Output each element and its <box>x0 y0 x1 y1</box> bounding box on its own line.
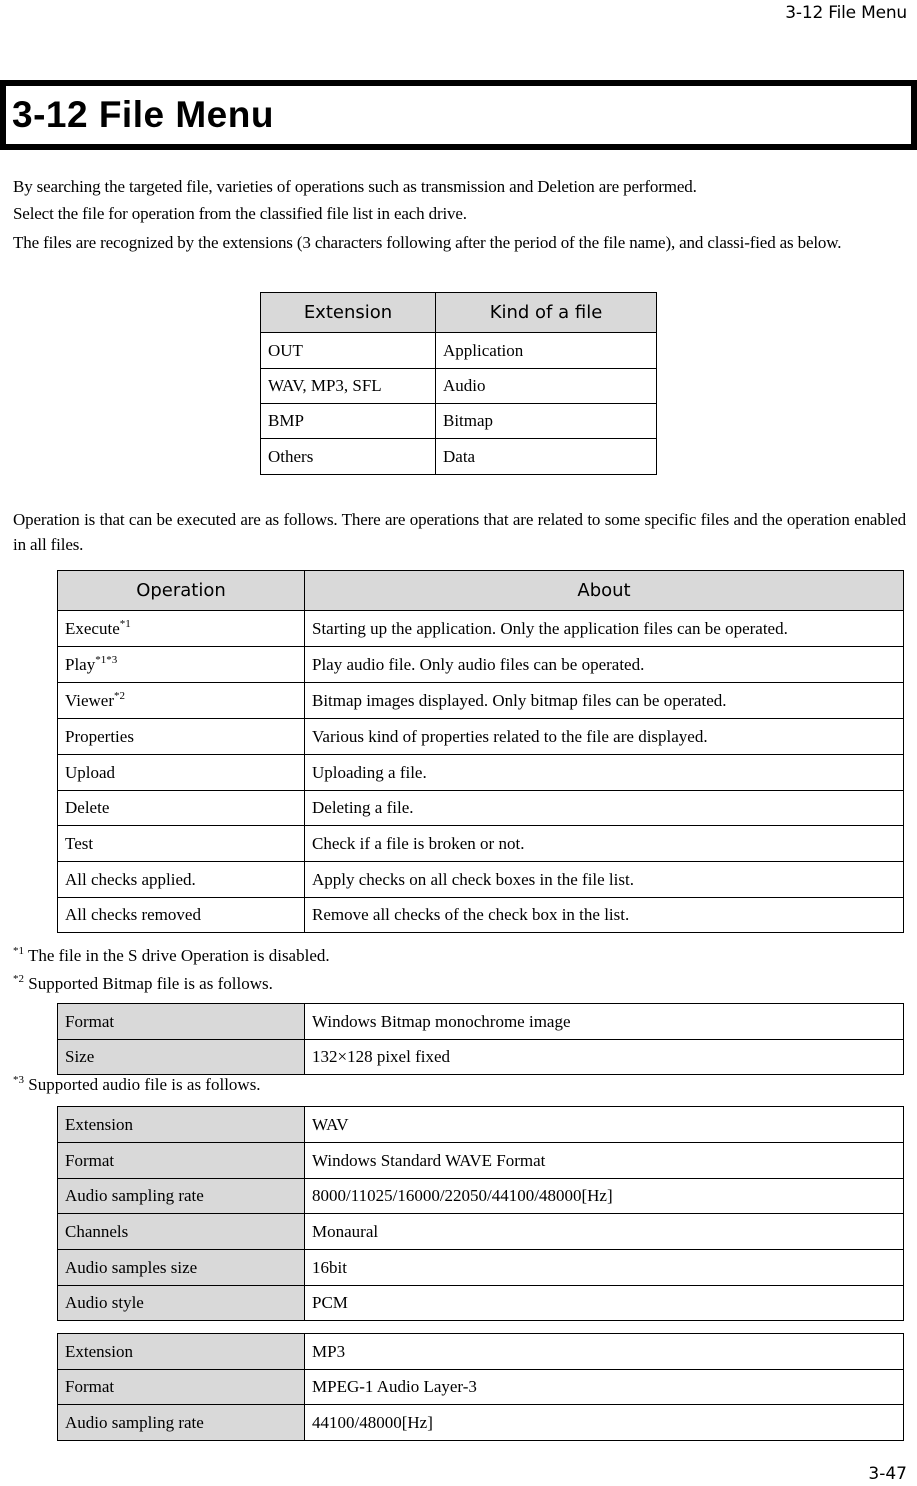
kind-cell: Bitmap <box>436 404 657 439</box>
table-row <box>58 898 904 933</box>
operation-cell: Upload <box>58 755 305 791</box>
table-row <box>58 826 904 862</box>
about-cell: Play audio file. Only audio files can be operated. <box>305 647 904 683</box>
about-cell: Starting up the application. Only the application files can be operated. <box>305 611 904 647</box>
spec-value-cell: WAV <box>305 1107 904 1143</box>
operation-cell <box>58 611 305 647</box>
spec-value-cell: MP3 <box>305 1334 904 1370</box>
footnote-ref: *2 <box>114 689 126 702</box>
footnote-2 <box>13 974 273 994</box>
section-title: 3-12 File Menu <box>12 94 274 135</box>
extension-cell: BMP <box>261 404 436 439</box>
column-header-operation: Operation <box>58 571 305 611</box>
file-kinds-table <box>260 292 657 475</box>
footnote-ref: *1*3 <box>95 653 118 666</box>
table-row <box>261 333 657 369</box>
table-row <box>58 1214 904 1250</box>
footnote-text: Supported audio file is as follows. <box>24 1075 261 1094</box>
spec-key-cell: Format <box>58 1004 305 1040</box>
bitmap-spec-table <box>57 1003 904 1075</box>
spec-key-cell: Format <box>58 1143 305 1179</box>
footnote-ref: *1 <box>119 617 131 630</box>
spec-value-cell: PCM <box>305 1286 904 1321</box>
table-row <box>58 647 904 683</box>
footnote-text: Supported Bitmap file is as follows. <box>24 974 273 993</box>
about-cell: Various kind of properties related to the file are displayed. <box>305 719 904 755</box>
spec-value-cell: 44100/48000[Hz] <box>305 1405 904 1441</box>
intro-paragraph-2: Select the file for operation from the classified file list in each drive. <box>13 204 467 223</box>
spec-value-cell: 132×128 pixel fixed <box>305 1040 904 1075</box>
table-row <box>58 611 904 647</box>
table-row <box>58 755 904 791</box>
running-header: 3-12 File Menu <box>785 3 907 23</box>
intro-paragraph-1: By searching the targeted file, varieties of operations such as transmission and Deletion are performed. <box>13 177 697 196</box>
operation-cell: All checks removed <box>58 898 305 933</box>
column-header-about: About <box>305 571 904 611</box>
spec-key-cell: Audio sampling rate <box>58 1179 305 1214</box>
table-row <box>58 1250 904 1286</box>
spec-value-cell: 16bit <box>305 1250 904 1286</box>
spec-value-cell: Windows Bitmap monochrome image <box>305 1004 904 1040</box>
table-row <box>58 1370 904 1405</box>
spec-key-cell: Extension <box>58 1334 305 1370</box>
spec-value-cell: Windows Standard WAVE Format <box>305 1143 904 1179</box>
operation-name: Execute <box>65 618 120 638</box>
footnote-text: The file in the S drive Operation is disabled. <box>24 946 330 965</box>
operation-cell: Delete <box>58 791 305 826</box>
spec-key-cell: Audio samples size <box>58 1250 305 1286</box>
about-cell: Apply checks on all check boxes in the file list. <box>305 862 904 898</box>
operations-table <box>57 570 904 933</box>
spec-key-cell: Audio sampling rate <box>58 1405 305 1441</box>
operation-cell: Test <box>58 826 305 862</box>
table-row <box>58 1143 904 1179</box>
spec-key-cell: Size <box>58 1040 305 1075</box>
footnote-3 <box>13 1075 261 1095</box>
operation-cell: All checks applied. <box>58 862 305 898</box>
spec-key-cell: Audio style <box>58 1286 305 1321</box>
section-title-frame <box>4 84 913 146</box>
about-cell: Remove all checks of the check box in the list. <box>305 898 904 933</box>
table-row <box>58 1107 904 1143</box>
table-row <box>58 1286 904 1321</box>
page-number: 3-47 <box>868 1464 907 1484</box>
operation-cell <box>58 683 305 719</box>
column-header-extension: Extension <box>261 293 436 333</box>
spec-key-cell: Format <box>58 1370 305 1405</box>
about-cell: Check if a file is broken or not. <box>305 826 904 862</box>
mp3-spec-table <box>57 1333 904 1441</box>
table-row <box>261 369 657 404</box>
table-header-row <box>261 293 657 333</box>
table-row <box>58 1004 904 1040</box>
intro-paragraph-3: The files are recognized by the extensions (3 characters following after the period of the file name), and classi-fied as below. <box>13 233 842 252</box>
table-row <box>261 404 657 439</box>
column-header-kind: Kind of a file <box>436 293 657 333</box>
spec-key-cell: Channels <box>58 1214 305 1250</box>
section-title-box <box>0 80 917 150</box>
table-row <box>58 1040 904 1075</box>
extension-cell: WAV, MP3, SFL <box>261 369 436 404</box>
wav-spec-table <box>57 1106 904 1321</box>
table-row <box>58 862 904 898</box>
spec-value-cell: Monaural <box>305 1214 904 1250</box>
table-row <box>58 719 904 755</box>
table-row <box>58 1334 904 1370</box>
spec-value-cell: 8000/11025/16000/22050/44100/48000[Hz] <box>305 1179 904 1214</box>
footnote-1 <box>13 946 330 966</box>
operation-cell: Properties <box>58 719 305 755</box>
table-row <box>58 791 904 826</box>
footnote-mark: *1 <box>13 945 24 957</box>
table-header-row <box>58 571 904 611</box>
table-row <box>58 1179 904 1214</box>
spec-value-cell: MPEG-1 Audio Layer-3 <box>305 1370 904 1405</box>
kind-cell: Application <box>436 333 657 369</box>
table-row <box>261 439 657 475</box>
about-cell: Bitmap images displayed. Only bitmap files can be operated. <box>305 683 904 719</box>
about-cell: Deleting a file. <box>305 791 904 826</box>
about-cell: Uploading a file. <box>305 755 904 791</box>
footnote-mark: *3 <box>13 1074 24 1086</box>
spec-key-cell: Extension <box>58 1107 305 1143</box>
operation-cell <box>58 647 305 683</box>
operation-name: Play <box>65 654 96 674</box>
operation-name: Viewer <box>65 690 115 710</box>
kind-cell: Audio <box>436 369 657 404</box>
operations-intro-paragraph: Operation is that can be executed are as follows. There are operations that are related to some specific files and the operation enabled in all files. <box>13 510 906 554</box>
kind-cell: Data <box>436 439 657 475</box>
table-row <box>58 1405 904 1441</box>
extension-cell: OUT <box>261 333 436 369</box>
footnote-mark: *2 <box>13 973 24 985</box>
table-row <box>58 683 904 719</box>
extension-cell: Others <box>261 439 436 475</box>
